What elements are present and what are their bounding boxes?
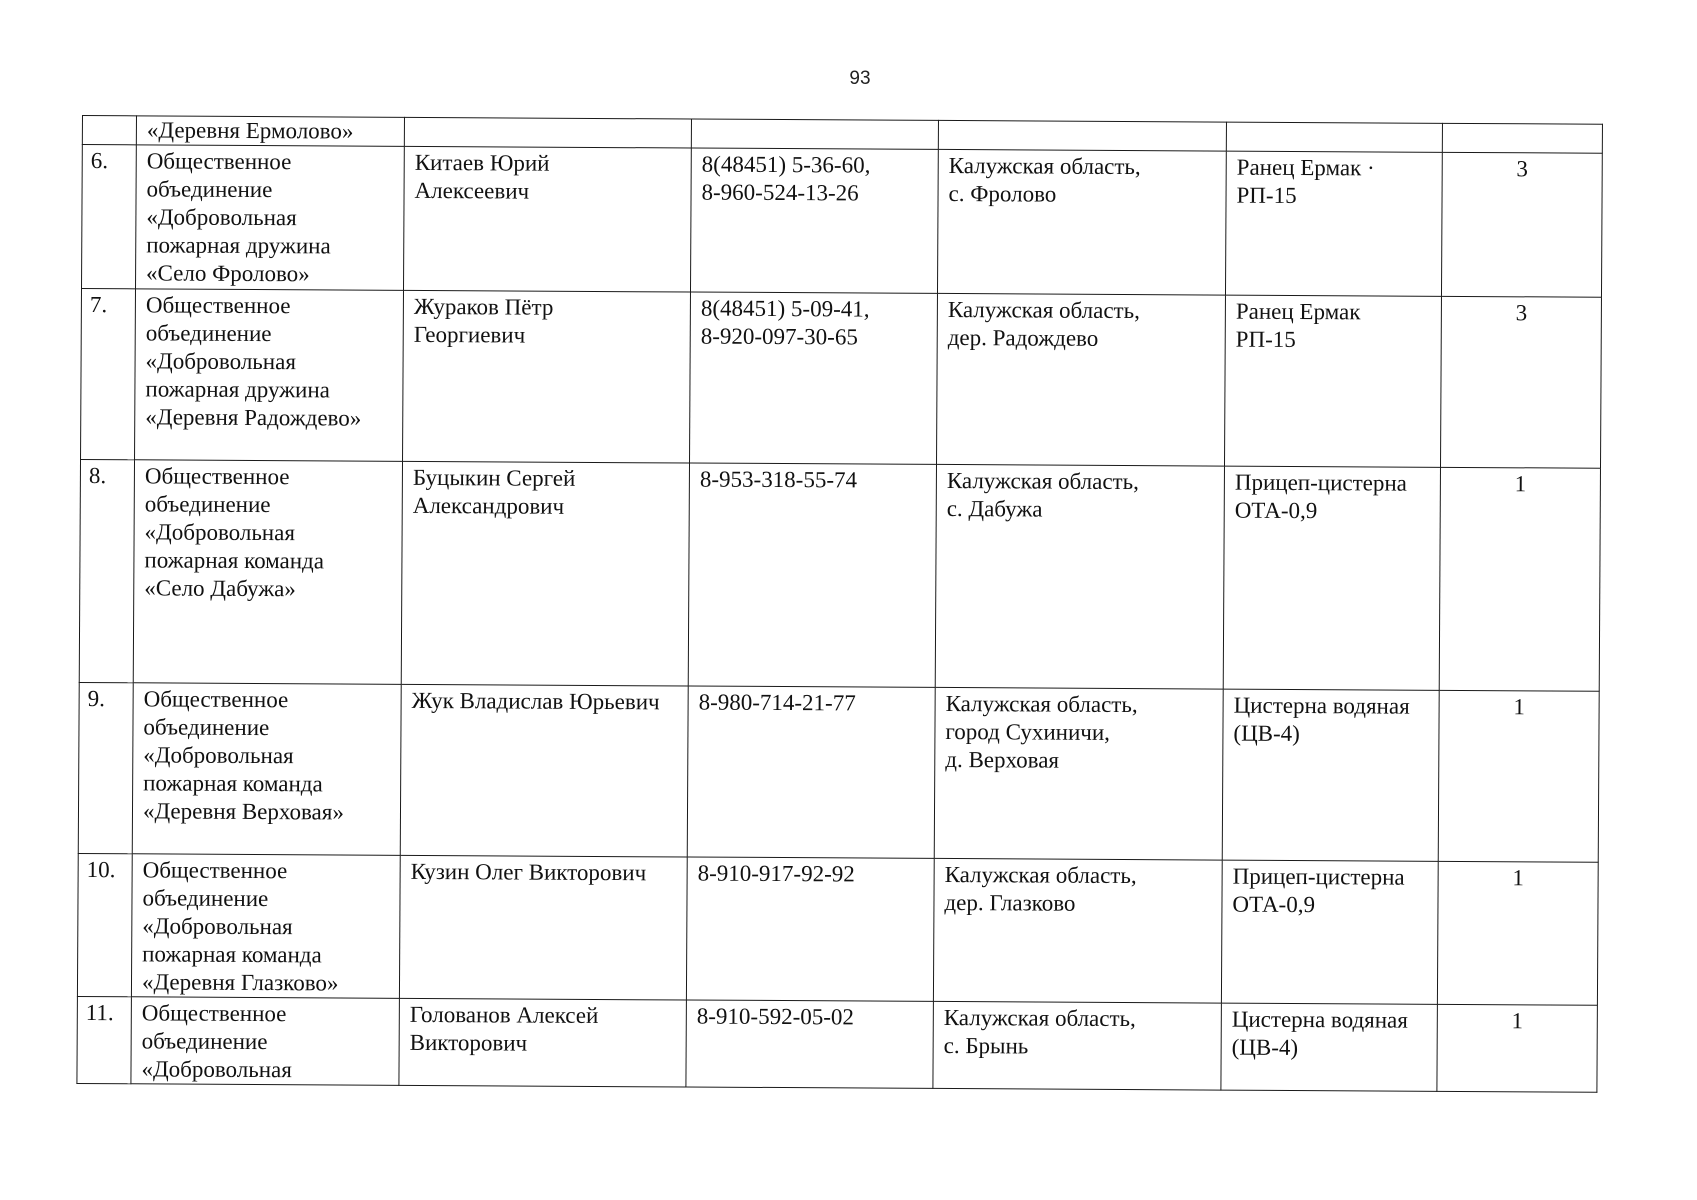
cell-head [404, 117, 691, 148]
cell-address: Калужская область, дер. Глазково [933, 858, 1222, 1003]
cell-num: 7. [81, 289, 136, 460]
cell-phone: 8-910-917-92-92 [686, 857, 934, 1001]
cell-organization: Общественное объединение «Добровольная пожарная дружина «Деревня Радождево» [135, 289, 404, 462]
table-row [82, 145, 1603, 298]
cell-phone: 8-980-714-21-77 [687, 686, 935, 858]
cell-phone: 8(48451) 5-09-41, 8-920-097-30-65 [690, 292, 938, 464]
cell-equipment: Ранец Ермак · РП-15 [1225, 151, 1442, 296]
cell-num: 11. [77, 996, 132, 1083]
cell-qty [1442, 123, 1602, 153]
cell-qty: 1 [1438, 690, 1599, 862]
cell-head: Буцыкин Сергей Александрович [401, 461, 689, 686]
table-row [81, 289, 1602, 469]
cell-phone: 8-953-318-55-74 [688, 463, 936, 687]
cell-organization: Общественное объединение «Добровольная пожарная дружина «Село Фролово» [135, 145, 404, 291]
cell-head: Китаев Юрий Алексеевич [403, 146, 691, 292]
cell-address: Калужская область, с. Дабужа [935, 464, 1224, 689]
cell-address: Калужская область, с. Брынь [933, 1001, 1221, 1090]
table-row [78, 682, 1599, 862]
cell-num: 10. [77, 853, 132, 996]
cell-head: Жук Владислав Юрьевич [400, 684, 688, 857]
cell-phone: 8-910-592-05-02 [686, 1000, 933, 1088]
cell-equipment: Прицеп-цистерна ОТА-0,9 [1223, 466, 1440, 690]
cell-address: Калужская область, с. Фролово [937, 149, 1226, 295]
cell-num: 9. [78, 682, 133, 853]
cell-organization: «Деревня Ермолово» [136, 116, 404, 147]
table-row [79, 459, 1600, 691]
cell-num [82, 116, 136, 145]
cell-phone: 8(48451) 5-36-60, 8-960-524-13-26 [690, 148, 938, 293]
page-number: 93 [849, 68, 871, 89]
volunteer-fire-units-table [76, 115, 1603, 1093]
cell-equipment: Ранец Ермак РП-15 [1224, 295, 1441, 467]
cell-qty: 1 [1439, 467, 1600, 691]
table-row [77, 853, 1598, 1005]
cell-equipment: Цистерна водяная (ЦВ-4) [1222, 689, 1439, 861]
cell-head: Кузин Олег Викторович [399, 855, 687, 1000]
cell-address [938, 120, 1226, 151]
cell-phone [691, 119, 938, 149]
cell-equipment: Прицеп-цистерна ОТА-0,9 [1221, 860, 1438, 1004]
cell-head: Голованов Алексей Викторович [399, 998, 686, 1087]
cell-organization: Общественное объединение «Добровольная пожарная команда «Деревня Глазково» [131, 854, 400, 999]
cell-num: 8. [79, 459, 134, 682]
cell-organization: Общественное объединение «Добровольная [131, 997, 399, 1086]
table-row [77, 996, 1597, 1092]
cell-qty: 3 [1440, 296, 1601, 468]
cell-head: Жураков Пётр Георгиевич [403, 290, 691, 463]
cell-organization: Общественное объединение «Добровольная пожарная команда «Деревня Верховая» [132, 683, 401, 856]
cell-equipment [1226, 122, 1442, 152]
cell-address: Калужская область, дер. Радождево [937, 293, 1226, 466]
cell-num: 6. [82, 145, 137, 289]
cell-qty: 1 [1437, 1004, 1597, 1092]
cell-qty: 3 [1441, 152, 1602, 297]
cell-address: Калужская область, город Сухиничи, д. Верховая [934, 687, 1223, 860]
cell-organization: Общественное объединение «Добровольная пожарная команда «Село Дабужа» [133, 460, 402, 685]
cell-equipment: Цистерна водяная (ЦВ-4) [1221, 1003, 1437, 1091]
cell-qty: 1 [1437, 861, 1598, 1005]
